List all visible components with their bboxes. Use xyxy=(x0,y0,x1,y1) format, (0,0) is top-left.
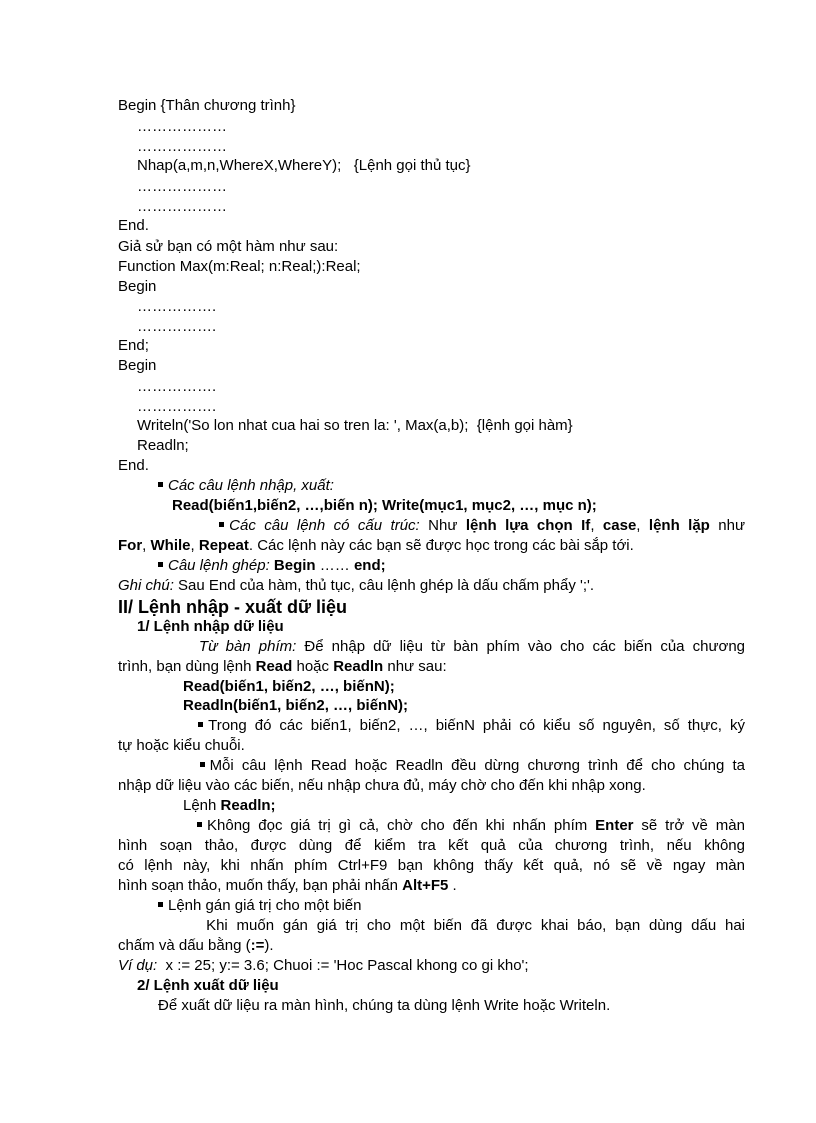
io-statements-bullet xyxy=(158,477,334,495)
read-syntax: Read(biến1, biến2, …, biếnN); xyxy=(183,678,395,695)
b3-text-b: sẽ trở về màn xyxy=(641,817,745,834)
note-line xyxy=(118,577,594,595)
struct-text: Như xyxy=(428,517,458,534)
code-dots: ……………… xyxy=(137,118,227,135)
func-begin: Begin xyxy=(118,278,157,295)
main-begin: Begin xyxy=(118,357,157,374)
nhap-comment: {Lệnh gọi thủ tục} xyxy=(353,157,471,174)
kw-end: end; xyxy=(353,557,386,574)
bullet-icon xyxy=(158,562,163,567)
kw-loop: lệnh lặp xyxy=(648,517,710,534)
b1-line2: tự hoặc kiểu chuỗi. xyxy=(118,737,245,754)
code-begin: Begin {Thân chương trình} xyxy=(118,97,296,114)
struct-text-nhu: như xyxy=(718,517,746,534)
compound-label: Câu lệnh ghép: xyxy=(168,557,270,574)
b3-line4: hình soạn thảo, muốn thấy, bạn phải nhấn Alt+F5 . xyxy=(118,877,457,894)
func-end: End; xyxy=(118,337,149,354)
kb-line1 xyxy=(118,638,745,656)
example-label: Ví dụ: xyxy=(118,957,158,974)
compound-bullet xyxy=(158,557,386,575)
assign-operator: := xyxy=(250,937,265,954)
code-dots: ……………… xyxy=(137,178,227,195)
kb-text: Để nhập dữ liệu từ bàn phím vào cho các biến của chương xyxy=(304,638,746,655)
gia-su-text: Giả sử bạn có một hàm như sau: xyxy=(118,238,339,255)
struct-label: Các câu lệnh có cấu trúc: xyxy=(229,517,420,534)
kw-read: Read xyxy=(255,658,293,675)
b2-line1 xyxy=(118,757,745,775)
kw-readln: Readln xyxy=(333,658,384,675)
struct-bullet-line2: For, While, Repeat. Các lệnh này các bạn sẽ được học trong các bài sắp tới. xyxy=(118,537,634,554)
output-text: Để xuất dữ liệu ra màn hình, chúng ta dùng lệnh Write hoặc Writeln. xyxy=(158,997,611,1014)
bullet-icon xyxy=(197,822,202,827)
bullet-icon xyxy=(219,522,224,527)
code-dots: ……………. xyxy=(137,378,217,395)
kw-repeat: Repeat xyxy=(198,537,249,554)
subsection-output: 2/ Lệnh xuất dữ liệu xyxy=(137,977,279,994)
b1-line1 xyxy=(118,717,745,735)
main-end: End. xyxy=(118,457,149,474)
assign-bullet xyxy=(158,897,361,915)
readln-statement xyxy=(183,797,276,815)
assign-title: Lệnh gán giá trị cho một biến xyxy=(168,897,362,914)
kw-for: For xyxy=(118,537,143,554)
kb-line2 xyxy=(118,658,447,676)
writeln-line xyxy=(137,417,573,435)
readln-line: Readln; xyxy=(137,437,189,454)
b2-line2: nhập dữ liệu vào các biến, nếu nhập chưa đủ, máy chờ cho đến khi nhập xong. xyxy=(118,777,646,794)
note-label: Ghi chú: xyxy=(118,577,174,594)
io-label: Các câu lệnh nhập, xuất: xyxy=(168,477,334,494)
code-dots: ……………… xyxy=(137,138,227,155)
subsection-input: 1/ Lệnh nhập dữ liệu xyxy=(137,618,284,635)
bullet-icon xyxy=(158,482,163,487)
io-code: Read(biến1,biến2, …,biến n); Write(mục1, mục2, …, mục n); xyxy=(172,497,597,514)
b3-line1 xyxy=(118,817,745,835)
kw-altf5: Alt+F5 xyxy=(402,877,449,894)
code-dots: ……………… xyxy=(137,198,227,215)
readln-syntax: Readln(biến1, biến2, …, biếnN); xyxy=(183,697,409,714)
kb-text2b: như sau: xyxy=(387,658,447,675)
kw-if: lệnh lựa chọn If xyxy=(465,517,591,534)
code-dots: ……………. xyxy=(137,318,217,335)
b3-text4: hình soạn thảo, muốn thấy, bạn phải nhấn xyxy=(118,877,398,894)
b3-line2: hình soạn thảo, được dùng để kiểm tra kết quả của chương trình, nếu không xyxy=(118,837,745,854)
code-nhap-call xyxy=(137,157,471,175)
section-title: II/ Lệnh nhập - xuất dữ liệu xyxy=(118,597,348,617)
example-line xyxy=(118,957,529,975)
assign-line2 xyxy=(118,937,274,955)
function-decl: Function Max(m:Real; n:Real;):Real; xyxy=(118,258,361,275)
or-text: hoặc xyxy=(296,658,330,675)
writeln-call: Writeln('So lon nhat cua hai so tren la: ', Max(a,b); xyxy=(137,417,469,434)
example-text: x := 25; y:= 3.6; Chuoi := 'Hoc Pascal khong co gi kho'; xyxy=(165,957,529,974)
lenh-text: Lệnh xyxy=(183,797,217,814)
b2-text: Mỗi câu lệnh Read hoặc Readln đều dừng chương trình để cho chúng ta xyxy=(209,757,745,774)
kw-enter: Enter xyxy=(595,817,634,834)
writeln-comment: {lệnh gọi hàm} xyxy=(476,417,573,434)
b1-text: Trong đó các biến1, biến2, …, biếnN phải có kiểu số nguyên, số thực, ký xyxy=(208,717,745,734)
note-text: Sau End của hàm, thủ tục, câu lệnh ghép là dấu chấm phẩy ';'. xyxy=(178,577,595,594)
b3-line3: có lệnh này, khi nhấn phím Ctrl+F9 bạn không thấy kết quả, nó sẽ về ngay màn xyxy=(118,857,745,874)
code-dots: ……………. xyxy=(137,398,217,415)
kw-readln-stmt: Readln; xyxy=(220,797,276,814)
struct-rest: . Các lệnh này các bạn sẽ được học trong các bài sắp tới. xyxy=(248,537,634,554)
kb-text2: trình, bạn dùng lệnh xyxy=(118,658,252,675)
kw-while: While xyxy=(150,537,191,554)
code-end: End. xyxy=(118,217,149,234)
kw-case: case xyxy=(602,517,637,534)
nhap-call: Nhap(a,m,n,WhereX,WhereY); xyxy=(137,157,342,174)
compound-dots: …… xyxy=(319,557,350,574)
assign-text: Khi muốn gán giá trị cho một biến đã được khai báo, bạn dùng dấu hai xyxy=(206,917,745,934)
assign-line1 xyxy=(118,917,745,935)
bullet-icon xyxy=(158,902,163,907)
bullet-icon xyxy=(200,762,205,767)
struct-bullet-line1: Các câu lệnh có cấu trúc: Như lệnh lựa chọn If, case, lệnh lặp như xyxy=(118,517,745,535)
assign-text2b: ). xyxy=(264,937,274,954)
code-dots: ……………. xyxy=(137,298,217,315)
b3-text: Không đọc giá trị gì cả, chờ cho đến khi nhấn phím xyxy=(207,817,588,834)
bullet-icon xyxy=(198,722,203,727)
kb-label: Từ bàn phím: xyxy=(198,638,297,655)
kw-begin: Begin xyxy=(273,557,316,574)
assign-text2: chấm và dấu bằng ( xyxy=(118,937,251,954)
